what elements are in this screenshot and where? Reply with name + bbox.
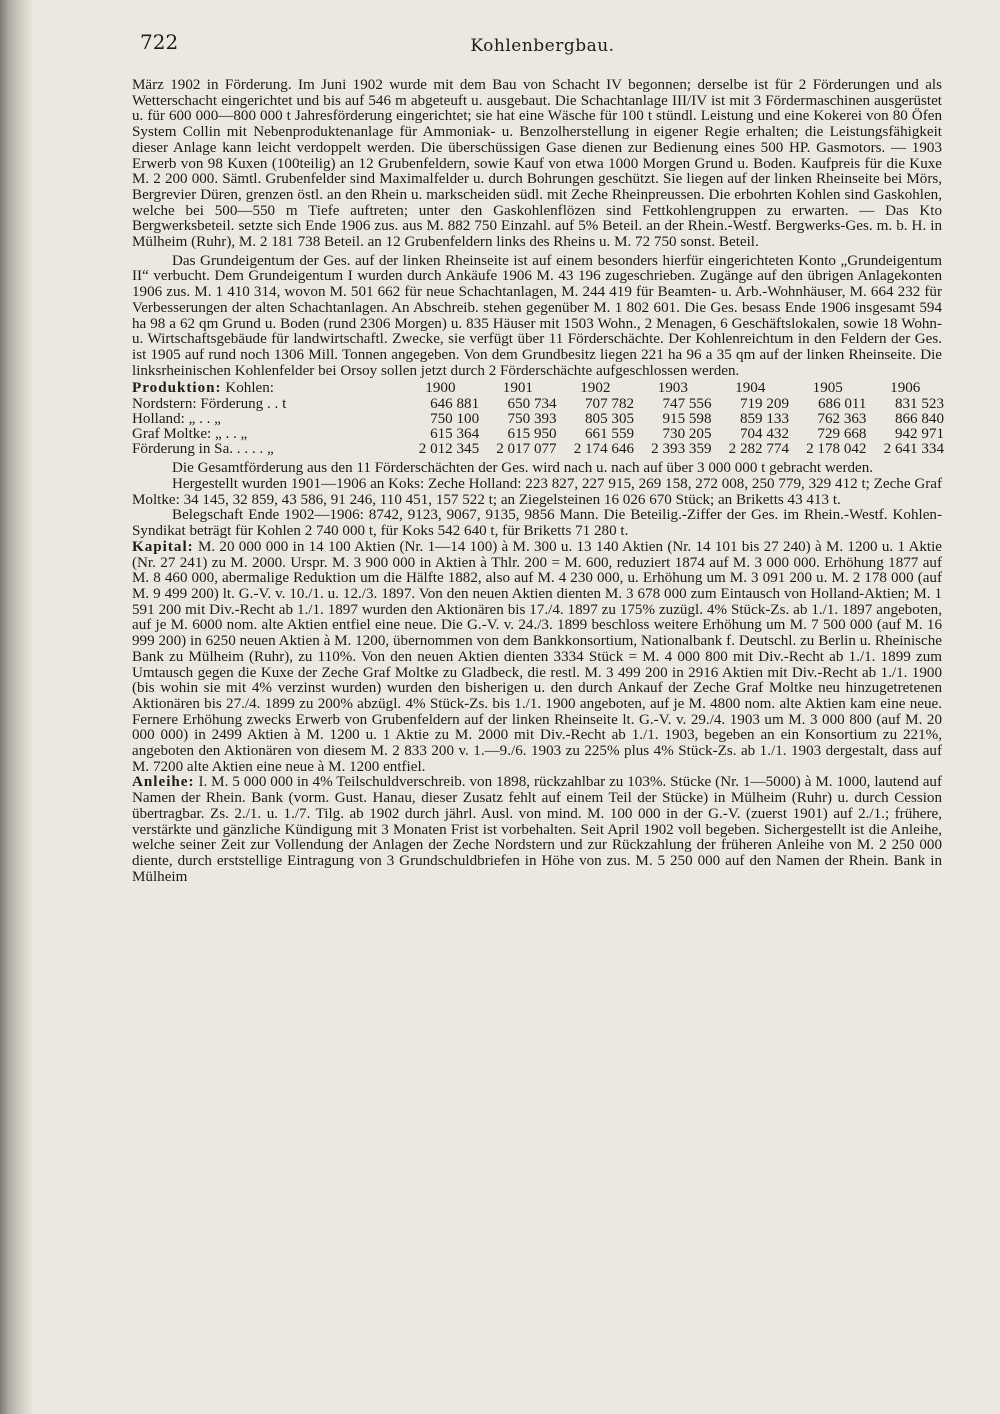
year-cell: 1900 [425, 380, 456, 397]
year-cell: 1903 [657, 380, 688, 397]
production-table [132, 381, 944, 457]
year-cell: 1905 [812, 380, 843, 397]
value-cell: 686 011 [817, 395, 867, 412]
production-row [132, 412, 944, 427]
value-cell: 915 598 [662, 410, 712, 427]
value-cell: 704 432 [739, 425, 789, 442]
value-cell: 2 017 077 [496, 441, 557, 458]
paragraph-grundeigentum: Das Grundeigentum der Ges. auf der linken Rheinseite ist auf einem besonders hierfür eingerichteten Konto „Grundeigentum II“ verbucht. Dem Grundeigentum I wurden durch Ankäufe 1906 M. 43 196 zugeschrieben. Zugänge auf den übrigen Anlagekonten 1906 zus. M. 1 410 314, wovon M. 501 662 für neue Schachtanlagen, M. 244 419 für Beamten- u. Arb.-Wohnhäuser, M. 664 232 für Verbesserungen der alten Schachtanlagen. An Abschreib. stehen gegenüber M. 1 802 601. Die Ges. besass Ende 1906 insgesamt 594 ha 98 a 62 qm Grund u. Boden (rund 2306 Morgen) u. 835 Häuser mit 1503 Wohn., 2 Menagen, 6 Geschäftslokalen, sowie 18 Wohn- u. Wirtschaftsgebäude für landwirtschaftl. Zwecke, sie verfügt über 11 Förderschächte. Der Kohlenreichtum in den Feldern der Ges. ist 1905 auf rund noch 1306 Mill. Tonnen angegeben. Von dem Grundbesitz liegen 221 ha 96 a 35 qm auf der linken Rheinseite. Die linksrheinischen Kohlenfelder bei Orsoy sollen jetzt durch 2 Förderschächte aufgeschlossen werden. [132, 252, 942, 379]
paragraph-kapital [132, 540, 942, 776]
year-cell: 1904 [735, 380, 766, 397]
value-cell: 2 282 774 [728, 441, 789, 458]
year-cell: 1901 [502, 380, 533, 397]
row-label: Förderung in Sa. . . . . „ [132, 441, 274, 458]
paragraph-belegschaft: Belegschaft Ende 1902—1906: 8742, 9123, 9067, 9135, 9856 Mann. Die Beteilig.-Ziffer der Ges. im Rhein.-Westf. Kohlen-Syndikat beträgt für Kohlen 2 740 000 t, für Koks 542 640 t, für Briketts 71 280 t. [132, 507, 942, 540]
production-row [132, 427, 944, 442]
value-cell: 615 950 [507, 425, 557, 442]
value-cell: 859 133 [739, 410, 789, 427]
value-cell: 707 782 [585, 395, 635, 412]
paragraph-koks: Hergestellt wurden 1901—1906 an Koks: Zeche Holland: 223 827, 227 915, 269 158, 272 008, 250 779, 329 412 t; Zeche Graf Moltke: 34 145, 32 859, 43 586, 91 246, 110 451, 157 522 t; an Ziegelsteinen 16 026 670 Stück; an Briketts 43 413 t. [132, 476, 942, 508]
anleihe-text: I. M. 5 000 000 in 4% Teilschuldverschreib. von 1898, rückzahlbar zu 103%. Stücke (Nr. 1—5000) à M. 1000, lautend auf Namen der Rhein. Bank (vorm. Gust. Hanau, dieser Zusatz fehlt auf einem Teil der Stücke) in Mülheim (Ruhr) u. durch Cession übertragbar. Zs. 2./1. u. 1./7. Tilg. ab 1902 durch jährl. Ausl. von mind. M. 100 000 in der G.-V. (zuerst 1901) auf 2./1.; frühere, verstärkte und gänzliche Kündigung mit 3 Monaten Frist ist vorbehalten. Seit April 1902 voll begeben. Sichergestellt ist die Anleihe, welche seiner Zeit zur Vollendung der Anlagen der Zeche Nordstern und zur Rückzahlung der früheren Anleihe von M. 2 250 000 diente, durch erststellige Eintragung von 3 Grundschuldbriefen in Höhe von zus. M. 5 250 000 auf den Namen der Rhein. Bank in Mülheim [132, 774, 942, 885]
value-cell: 719 209 [739, 395, 789, 412]
value-cell: 831 523 [894, 395, 944, 412]
value-cell: 2 178 042 [806, 441, 867, 458]
value-cell: 805 305 [585, 410, 635, 427]
paragraph-anleihe [132, 775, 942, 885]
paragraph-gesamtfoerderung: Die Gesamtförderung aus den 11 Förderschächten der Ges. wird nach u. nach auf über 3 000 000 t gebracht werden. [172, 460, 874, 477]
value-cell: 650 734 [507, 395, 557, 412]
value-cell: 661 559 [585, 425, 635, 442]
production-total-row [132, 442, 944, 457]
value-cell: 729 668 [817, 425, 867, 442]
running-title: Kohlenbergbau. [470, 36, 615, 56]
production-heading-cell [132, 381, 402, 396]
value-cell: 2 641 334 [883, 441, 944, 458]
production-unit-label: Kohlen: [225, 380, 274, 397]
value-cell: 866 840 [894, 410, 944, 427]
value-cell: 2 174 646 [573, 441, 635, 458]
production-row [132, 397, 944, 412]
row-label: Graf Moltke: „ . . „ [132, 425, 248, 442]
production-heading: Produktion: [132, 380, 222, 397]
value-cell: 750 100 [430, 410, 480, 427]
paragraph-history: März 1902 in Förderung. Im Juni 1902 wurde mit dem Bau von Schacht IV begonnen; derselbe ist für 2 Förderungen und als Wetterschacht eingerichtet und bis auf 546 m abgeteuft u. ausgebaut. Die Schachtanlage III/IV ist mit 3 Fördermaschinen ausgerüstet u. für 600 000—800 000 t Jahresförderung eingerichtet; sie hat eine Wäsche für 100 t stündl. Leistung und eine Kokerei von 80 Öfen System Collin mit Nebenproduktenanlage für Ammoniak- u. Benzolherstellung in eigener Regie erhalten; die Leistungsfähigkeit dieser Anlage kann leicht verdoppelt werden. Die überschüssigen Gase dienen zur Bedienung eines 500 HP. Gasmotors. — 1903 Erwerb von 98 Kuxen (100teilig) an 12 Grubenfeldern, sowie Kauf von etwa 1000 Morgen Grund u. Boden. Kaufpreis für die Kuxe M. 2 200 000. Sämtl. Grubenfelder sind Maximalfelder u. durch Bohrungen geschützt. Sie liegen auf der linken Rheinseite bei Mörs, Bergrevier Düren, grenzen östl. an den Rhein u. markscheiden südl. mit Zeche Rheinpreussen. Die erbohrten Kohlen sind Gaskohlen, welche bei 500—550 m Tiefe auftreten; unter den Gaskohlenflözen sind Fettkohlengruppen zu erwarten. — Das Kto Bergwerksbeteil. setzte sich Ende 1906 zus. aus M. 882 750 Einzahl. auf 5% Beteil. an der Rhein.-Westf. Bergwerks-Ges. m. b. H. in Mülheim (Ruhr), M. 2 181 738 Beteil. an 12 Grubenfeldern links des Rheins u. M. 72 750 sonst. Beteil. [132, 77, 942, 251]
page-gutter-shadow [0, 0, 34, 1414]
value-cell: 747 556 [662, 395, 712, 412]
value-cell: 750 393 [507, 410, 557, 427]
value-cell: 942 971 [894, 425, 944, 442]
year-cell: 1906 [890, 380, 921, 397]
kapital-text: M. 20 000 000 in 14 100 Aktien (Nr. 1—14 100) à M. 300 u. 13 140 Aktien (Nr. 14 101 bis 27 240) à M. 1200 u. 1 Aktie (Nr. 27 241) zu M. 2000. Urspr. M. 3 900 000 in Aktien à Thlr. 200 = M. 600, reduziert 1874 auf M. 3 000 000. Erhöhung 1877 auf M. 8 460 000, abermalige Reduktion um die Hälfte 1882, also auf M. 4 230 000, u. Erhöhung um M. 3 091 200 u. M. 2 178 000 (auf M. 9 499 200) lt. G.-V. v. 10./1. u. 12./3. 1897. Von den neuen Aktien dienten M. 3 678 000 zum Eintausch von Holland-Aktien; M. 1 591 200 mit Div.-Recht ab 1./1. 1897 wurden den Aktionären bis 17./4. 1897 zu 175% zuzügl. 4% Stück-Zs. ab 1./1. 1897 angeboten, auf je M. 6000 nom. alte Aktien entfiel eine neue. Die G.-V. v. 24./3. 1899 beschloss weitere Erhöhung um M. 7 500 000 (auf M. 16 999 200) in 6250 neuen Aktien à M. 1200, übernommen von dem Bankkonsortium, Nationalbank f. Deutschl. zu Berlin u. Rheinische Bank zu Mülheim (Ruhr), zu 110%. Von den neuen Aktien dienten 3334 Stück = M. 4 000 800 mit Div.-Recht ab 1./1. 1899 zum Umtausch gegen die Kuxe der Zeche Graf Moltke zu Gladbeck, die restl. M. 3 499 200 in 2916 Aktien mit Div.-Recht ab 1./1. 1900 (bis wohin sie mit 4% verzinst wurden) wurden den bisherigen u. den durch Ankauf der Zeche Graf Moltke neu hinzugetretenen Aktionären bis 27./4. 1899 zu 200% abzügl. 4% Stück-Zs. bis 1./1. 1900 angeboten, auf je M. 4800 nom. alte Aktien kam eine neue. Fernere Erhöhung zwecks Erwerb von Grubenfeldern auf der linken Rheinseite lt. G.-V. v. 29./4. 1903 um M. 3 000 800 (auf M. 20 000 000) in 2499 Aktien à M. 1200 u. 1 Aktie zu M. 2000 mit Div.-Recht ab 1./1. 1903, begeben an ein Konsortium zu 221%, angeboten den Aktionären von diesem M. 2 833 200 v. 1.—9./6. 1903 zu 225% plus 4% Stück-Zs. ab 1./1. 1903 dergestalt, dass auf M. 7200 alte Aktien eine neue à M. 1200 entfiel. [132, 538, 942, 775]
year-cell: 1902 [580, 380, 611, 397]
production-header-row [132, 381, 944, 396]
value-cell: 762 363 [817, 410, 867, 427]
row-label: Nordstern: Förderung . . t [132, 395, 287, 412]
value-cell: 2 012 345 [418, 441, 480, 458]
row-label: Holland: „ . . „ [132, 410, 221, 427]
anleihe-label: Anleihe: [132, 774, 195, 791]
kapital-label: Kapital: [132, 538, 194, 555]
value-cell: 2 393 359 [651, 441, 712, 458]
page-header [140, 30, 945, 60]
page-body [132, 78, 942, 885]
value-cell: 615 364 [430, 425, 480, 442]
page-number: 722 [140, 30, 179, 54]
value-cell: 646 881 [430, 395, 480, 412]
value-cell: 730 205 [662, 425, 712, 442]
